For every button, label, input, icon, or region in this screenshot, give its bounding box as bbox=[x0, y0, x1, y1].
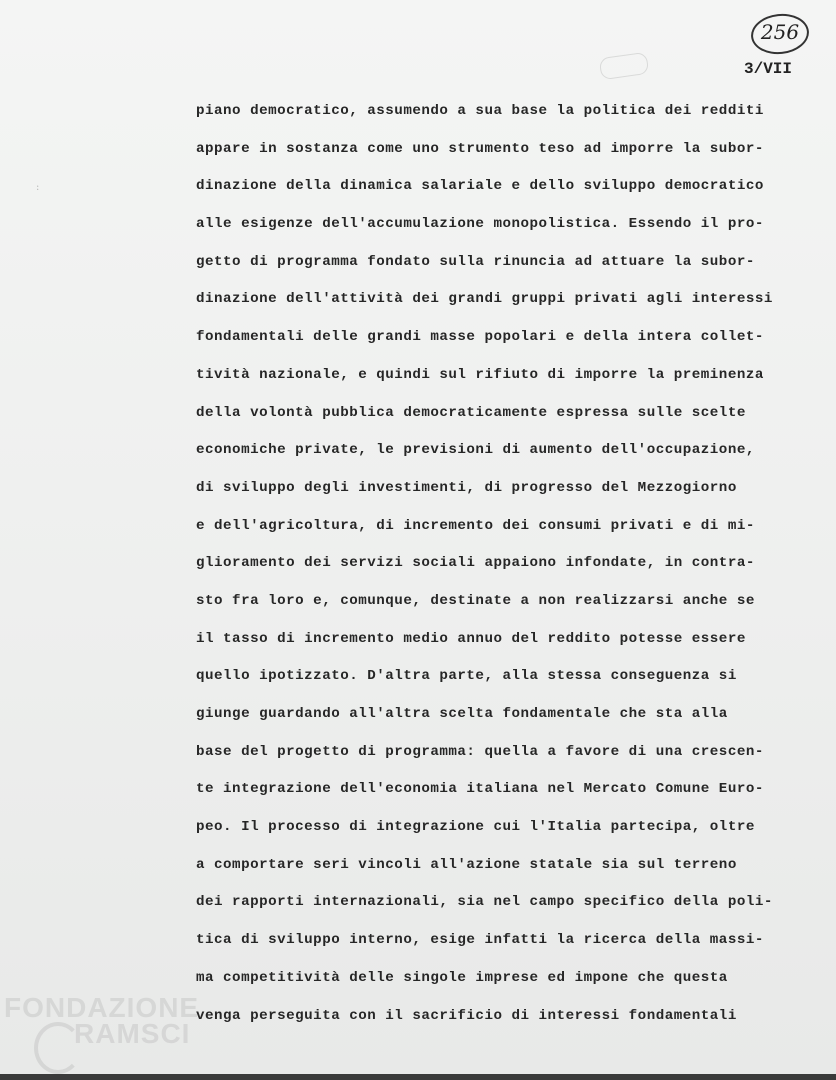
text-line: fondamentali delle grandi masse popolari e della intera collet- bbox=[196, 329, 764, 346]
text-line: piano democratico, assumendo a sua base la politica dei redditi bbox=[196, 103, 764, 119]
text-line: peo. Il processo di integrazione cui l'Italia partecipa, oltre bbox=[196, 819, 755, 836]
text-line: quello ipotizzato. D'altra parte, alla stessa conseguenza si bbox=[196, 668, 737, 685]
text-line: getto di programma fondato sulla rinuncia ad attuare la subor- bbox=[196, 253, 755, 270]
text-line: base del progetto di programma: quella a favore di una crescen- bbox=[196, 743, 764, 760]
page-label: 3/VII bbox=[744, 60, 793, 78]
text-line: della volontà pubblica democraticamente espressa sulle scelte bbox=[196, 404, 746, 421]
text-line: tività nazionale, e quindi sul rifiuto di imporre la preminenza bbox=[196, 366, 764, 383]
text-line: glioramento dei servizi sociali appaiono infondate, in contra- bbox=[196, 555, 755, 572]
text-line: dei rapporti internazionali, sia nel campo specifico della poli- bbox=[196, 894, 773, 911]
body-text bbox=[196, 93, 826, 1035]
text-line: appare in sostanza come uno strumento teso ad imporre la subor- bbox=[196, 140, 764, 157]
page-ref-number: 256 bbox=[760, 20, 800, 44]
text-line: economiche private, le previsioni di aumento dell'occupazione, bbox=[196, 442, 755, 459]
fondazione-gramsci-watermark bbox=[0, 992, 200, 1072]
text-line: dinazione della dinamica salariale e dello sviluppo democratico bbox=[196, 178, 764, 195]
text-line: a comportare seri vincoli all'azione statale sia sul terreno bbox=[196, 856, 737, 873]
watermark-line-2: RAMSCI bbox=[74, 1018, 191, 1049]
text-line: giunge guardando all'altra scelta fondamentale che sta alla bbox=[196, 706, 728, 722]
text-line: venga perseguita con il sacrificio di interessi fondamentali bbox=[196, 1007, 737, 1024]
text-line: di sviluppo degli investimenti, di progresso del Mezzogiorno bbox=[196, 479, 737, 496]
text-line: il tasso di incremento medio annuo del reddito potesse essere bbox=[196, 630, 746, 647]
watermark-line-1: FONDAZIONE bbox=[4, 992, 200, 1023]
text-line: ma competitività delle singole imprese ed impone che questa bbox=[196, 969, 728, 986]
text-line: dinazione dell'attività dei grandi gruppi privati agli interessi bbox=[196, 291, 773, 308]
scan-border bbox=[0, 1074, 836, 1080]
text-line: sto fra loro e, comunque, destinate a non realizzarsi anche se bbox=[196, 592, 755, 609]
faint-stamp bbox=[599, 52, 650, 80]
edge-mark: : bbox=[36, 182, 40, 193]
text-line: te integrazione dell'economia italiana nel Mercato Comune Euro- bbox=[196, 781, 764, 798]
text-line: tica di sviluppo interno, esige infatti la ricerca della massi- bbox=[196, 932, 764, 949]
text-line: alle esigenze dell'accumulazione monopolistica. Essendo il pro- bbox=[196, 216, 764, 233]
text-line: e dell'agricoltura, di incremento dei consumi privati e di mi- bbox=[196, 517, 755, 534]
